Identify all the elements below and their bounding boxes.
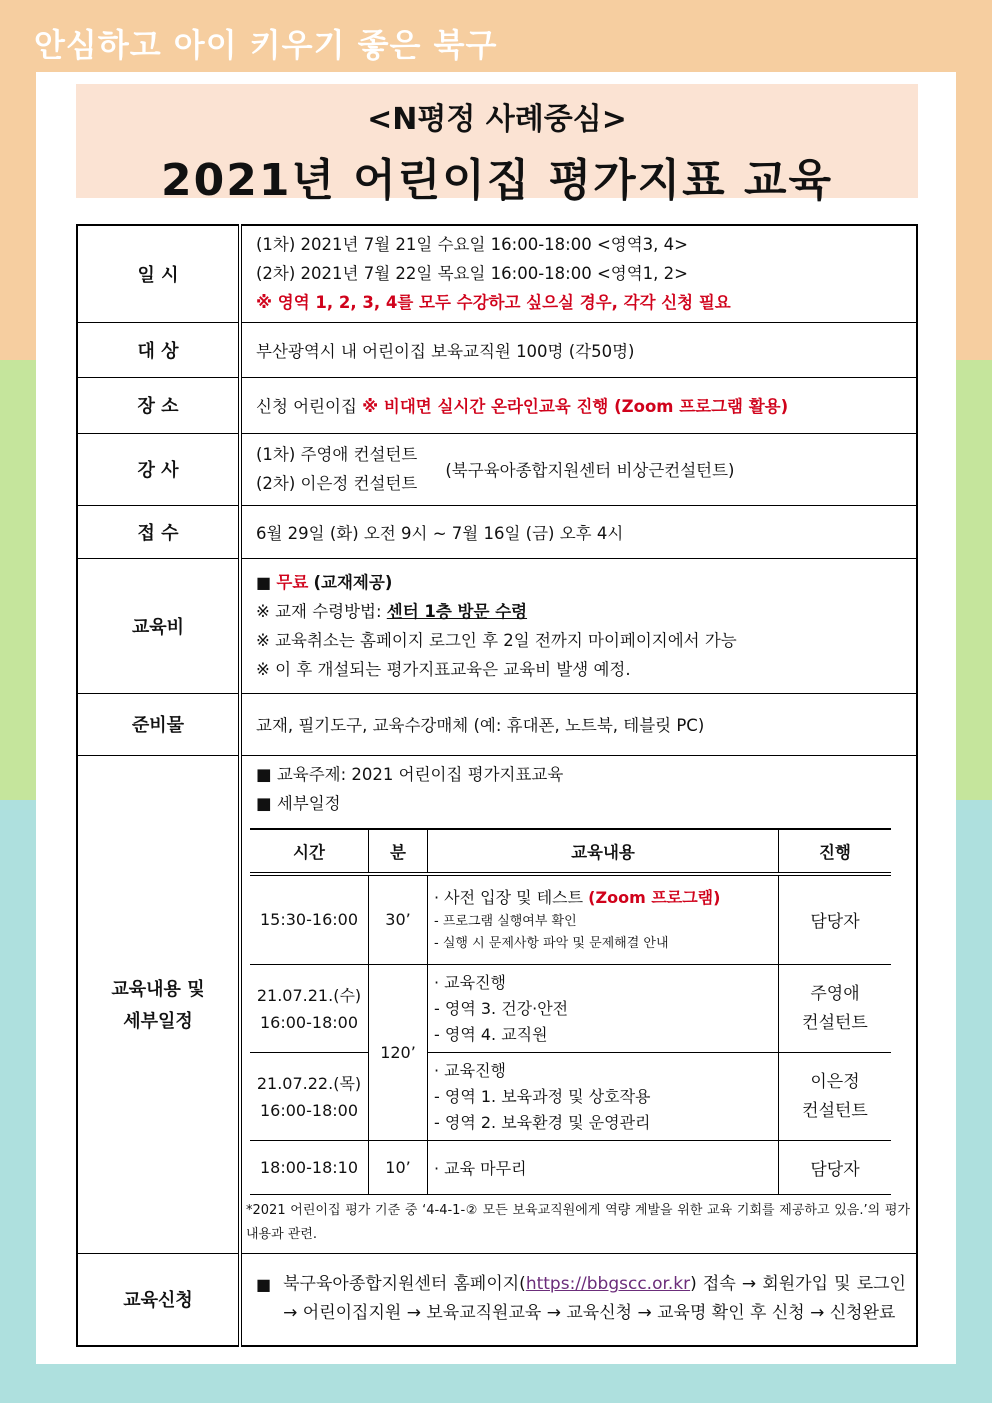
row-target xyxy=(77,322,917,377)
title-box xyxy=(76,84,918,206)
schedule-content-sub: - 영역 3. 건강·안전 xyxy=(434,998,569,1018)
document-paper xyxy=(36,72,956,1364)
row-date xyxy=(77,225,917,322)
fee-cancel-note: ※ 교육취소는 홈페이지 로그인 후 2일 전까지 마이페이지에서 가능 xyxy=(256,630,737,650)
row-content xyxy=(77,755,917,1254)
schedule-time: 15:30-16:00 xyxy=(250,874,369,965)
apply-text-post: ) 접속 → 회원가입 및 로그인 → 어린이집지원 → 보육교직원교육 → 교육신청 → 교육명 확인 후 신청 → 신청완료 xyxy=(283,1274,906,1324)
schedule-content-main: · 교육진행 xyxy=(434,1060,506,1080)
table-row xyxy=(250,874,891,965)
row-apply xyxy=(77,1254,917,1346)
schedule-time: 18:00-18:10 xyxy=(250,1141,369,1195)
schedule-host: 주영애 xyxy=(810,983,860,1004)
content-detail-heading: ■ 세부일정 xyxy=(256,793,341,813)
fee-free: 무료 xyxy=(276,572,309,592)
schedule-header-minutes: 분 xyxy=(369,829,428,874)
table-row xyxy=(250,965,891,1053)
label-place: 장 소 xyxy=(77,377,240,433)
schedule-content-sub: - 프로그램 실행여부 확인 xyxy=(434,913,577,929)
schedule-content-sub: - 실행 시 문제사항 파악 및 문제해결 안내 xyxy=(434,935,669,951)
table-row xyxy=(250,1053,891,1141)
label-prep: 준비물 xyxy=(77,693,240,755)
label-content-1: 교육내용 및 xyxy=(111,979,205,1001)
fee-free-note: (교재제공) xyxy=(313,572,393,592)
schedule-content-main: · 교육 마무리 xyxy=(428,1141,779,1195)
schedule-host: 담당자 xyxy=(779,874,892,965)
square-bullet: ■ xyxy=(256,1275,272,1295)
label-target: 대 상 xyxy=(77,322,240,377)
fee-future-note: ※ 이 후 개설되는 평가지표교육은 교육비 발생 예정. xyxy=(256,659,631,679)
schedule-date: 21.07.22.(목) xyxy=(256,1073,362,1093)
reception-text: 6월 29일 (화) 오전 9시 ~ 7월 16일 (금) 오후 4시 xyxy=(240,505,917,558)
schedule-content-sub: - 영역 2. 보육환경 및 운영관리 xyxy=(434,1112,651,1132)
row-place xyxy=(77,377,917,433)
schedule-date: 21.07.21.(수) xyxy=(256,985,362,1005)
schedule-time: 16:00-18:00 xyxy=(260,1100,358,1120)
content-topic: ■ 교육주제: 2021 어린이집 평가지표교육 xyxy=(256,764,564,784)
date-line-1: (1차) 2021년 7월 21일 수요일 16:00-18:00 <영역3, 4> xyxy=(256,235,688,255)
schedule-host: 이은정 xyxy=(810,1071,860,1092)
row-lecturer xyxy=(77,433,917,505)
schedule-minutes: 120’ xyxy=(369,965,428,1141)
page-title: 2021년 어린이집 평가지표 교육 xyxy=(161,155,833,206)
lecturer-line-2: (2차) 이은정 컨설턴트 xyxy=(256,474,418,493)
label-date: 일 시 xyxy=(77,225,240,322)
square-bullet: ■ xyxy=(256,572,272,592)
table-row xyxy=(250,1141,891,1195)
row-prep xyxy=(77,693,917,755)
schedule-host-role: 컨설턴트 xyxy=(802,1012,868,1033)
schedule-header-time: 시간 xyxy=(250,829,369,874)
label-lecturer: 강 사 xyxy=(77,433,240,505)
schedule-header-content: 교육내용 xyxy=(428,829,779,874)
schedule-content-sub: - 영역 4. 교직원 xyxy=(434,1024,548,1044)
schedule-minutes: 30’ xyxy=(369,874,428,965)
place-text: 신청 어린이집 xyxy=(256,397,357,416)
schedule-header-host: 진행 xyxy=(779,829,892,874)
schedule-time: 16:00-18:00 xyxy=(260,1012,358,1032)
schedule-host: 담당자 xyxy=(779,1141,892,1195)
subtitle: <N평정 사례중심> xyxy=(367,102,627,137)
label-fee: 교육비 xyxy=(77,558,240,693)
row-reception xyxy=(77,505,917,558)
schedule-content-zoom: (Zoom 프로그램) xyxy=(588,887,721,907)
homepage-link[interactable]: https://bbgscc.or.kr xyxy=(525,1274,691,1295)
place-note: ※ 비대면 실시간 온라인교육 진행 (Zoom 프로그램 활용) xyxy=(362,397,789,416)
target-text: 부산광역시 내 어린이집 보육교직원 100명 (각50명) xyxy=(240,322,917,377)
schedule-host-role: 컨설턴트 xyxy=(802,1100,868,1121)
slogan: 안심하고 아이 키우기 좋은 북구 xyxy=(34,26,498,64)
date-note: ※ 영역 1, 2, 3, 4를 모두 수강하고 싶으실 경우, 각각 신청 필요 xyxy=(256,293,731,313)
info-table xyxy=(76,224,918,1347)
apply-text-pre: 북구육아종합지원센터 홈페이지( xyxy=(283,1274,526,1295)
row-fee xyxy=(77,558,917,693)
label-reception: 접 수 xyxy=(77,505,240,558)
label-content-2: 세부일정 xyxy=(123,1011,193,1033)
fee-pickup-method: 센터 1층 방문 수령 xyxy=(386,601,528,621)
schedule-minutes: 10’ xyxy=(369,1141,428,1195)
schedule-table xyxy=(250,828,891,1196)
prep-text: 교재, 필기도구, 교육수강매체 (예: 휴대폰, 노트북, 테블릿 PC) xyxy=(240,693,917,755)
schedule-content-sub: - 영역 1. 보육과정 및 상호작용 xyxy=(434,1086,651,1106)
label-apply: 교육신청 xyxy=(77,1254,240,1346)
date-line-2: (2차) 2021년 7월 22일 목요일 16:00-18:00 <영역1, 2> xyxy=(256,264,688,284)
content-footnote: *2021 어린이집 평가 기준 중 ‘4-4-1-② 모든 보육교직원에게 역량 계발을 위한 교육 기회를 제공하고 있음.’의 평가내용과 관련. xyxy=(246,1203,910,1242)
lecturer-affiliation: (북구육아종합지원센터 비상근컨설턴트) xyxy=(445,461,735,480)
fee-pickup-label: ※ 교재 수령방법: xyxy=(256,601,382,621)
schedule-content-main: · 교육진행 xyxy=(434,972,506,992)
schedule-content-main: · 사전 입장 및 테스트 xyxy=(434,887,584,907)
lecturer-line-1: (1차) 주영애 컨설턴트 xyxy=(256,445,418,464)
